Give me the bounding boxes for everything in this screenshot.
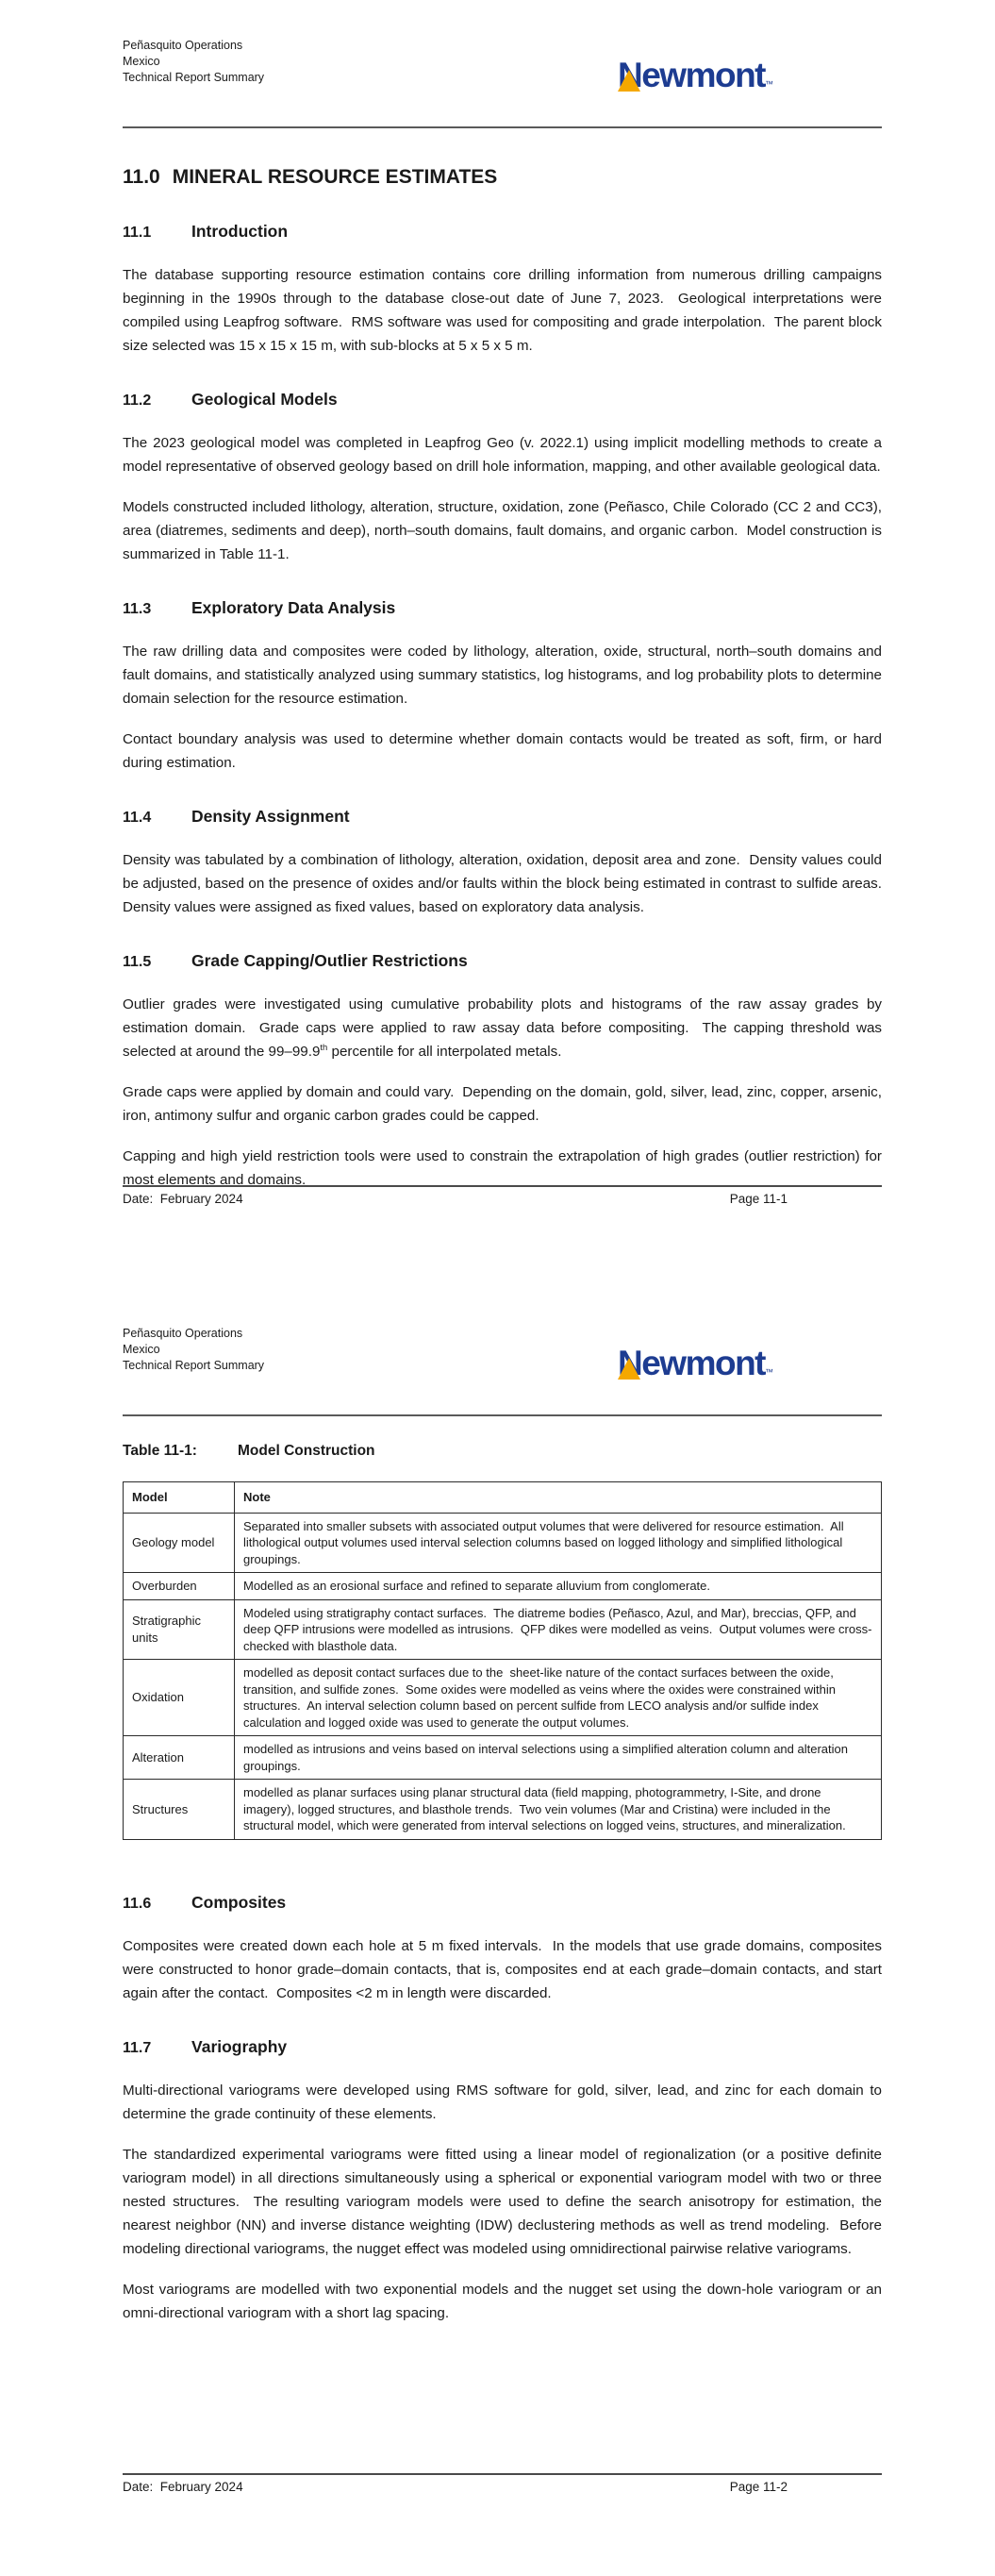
header-divider <box>123 126 882 128</box>
footer-page-number: Page 11-1 <box>729 1192 788 1206</box>
section-number: 11.5 <box>123 954 152 970</box>
cell-model: Stratigraphic units <box>124 1599 235 1660</box>
section-title: Exploratory Data Analysis <box>191 598 396 617</box>
section-title: Variography <box>191 2036 288 2056</box>
chapter-title: MINERAL RESOURCE ESTIMATES <box>172 166 498 188</box>
header-country: Mexico <box>123 1343 160 1356</box>
newmont-logo-text: Newmont <box>618 56 765 94</box>
footer-date: Date: February 2024 <box>123 2480 243 2494</box>
column-header-model: Model <box>124 1482 235 1514</box>
newmont-triangle-icon <box>618 1358 640 1380</box>
cell-model: Alteration <box>124 1736 235 1780</box>
paragraph: The standardized experimental variograms were fitted using a linear model of regionalization (or a positive definite variogram model) in all directions simultaneously using a spherical or exponential variogram model with two or three nested structures. The resulting variogram models were used to define the search anisotropy for estimation, the nearest neighbor (NN) and inverse distance weighting (IDW) declustering methods as well as trend modeling. Before modeling directional variograms, the nugget effect was modeled using omnidirectional pairwise relative variograms. <box>123 2146 887 2257</box>
chapter-number: 11.0 <box>123 166 160 188</box>
section-number: 11.2 <box>123 393 152 409</box>
paragraph: Grade caps were applied by domain and could vary. Depending on the domain, gold, silver, lead, zinc, copper, arsenic, iron, antimony sulfur and organic carbon grades could be capped. <box>123 1084 887 1124</box>
cell-model: Overburden <box>124 1573 235 1600</box>
section-title: Density Assignment <box>191 807 350 826</box>
section-heading-11-2 <box>123 389 882 411</box>
section-number: 11.6 <box>123 1895 152 1912</box>
cell-note: modelled as intrusions and veins based on interval selections using a simplified alteration column and alteration groupings. <box>235 1736 882 1780</box>
header-report-type: Technical Report Summary <box>123 71 265 84</box>
ordinal-superscript: th <box>320 1041 328 1052</box>
paragraph-text: Outlier grades were investigated using cumulative probability plots and histograms of the raw assay grades by estimation domain. Grade caps were applied to raw assay data before compositing. The capping threshold was selected at around the 99–99.9 <box>123 996 887 1060</box>
cell-note: Modelled as an erosional surface and refined to separate alluvium from conglomerate. <box>235 1573 882 1600</box>
paragraph: Composites were created down each hole at 5 m fixed intervals. In the models that use grade domains, composites were constructed to honor grade–domain contacts, that is, composites end at each grade–domain contacts, and start again after the contact. Composites <2 m in length were discarded. <box>123 1937 887 2001</box>
chapter-heading <box>123 165 882 190</box>
table-title: Model Construction <box>238 1443 375 1459</box>
header-operation-name: Peñasquito Operations <box>123 39 243 52</box>
table-label: Table 11-1: <box>123 1443 197 1459</box>
paragraph <box>123 993 887 1063</box>
table-row <box>124 1599 882 1660</box>
section-number: 11.1 <box>123 225 152 241</box>
page-header <box>123 0 882 94</box>
cell-note: modelled as planar surfaces using planar structural data (field mapping, photogrammetry, I-Site, and drone imagery), logged structures, and blasthole trends. Two vein volumes (Mar and Cristina) were included in the structural model, which were generated from interval selections on logged veins, structures, and mineralization. <box>235 1780 882 1840</box>
trademark-symbol: ™ <box>765 79 773 89</box>
newmont-triangle-icon <box>618 70 640 92</box>
paragraph: Multi-directional variograms were developed using RMS software for gold, silver, lead, and zinc for each domain to determine the grade continuity of these elements. <box>123 2082 887 2122</box>
section-heading-11-6 <box>123 1892 882 1915</box>
table-row <box>124 1660 882 1736</box>
section-number: 11.3 <box>123 601 152 617</box>
trademark-symbol: ™ <box>765 1367 773 1377</box>
footer-date: Date: February 2024 <box>123 1192 243 1206</box>
paragraph: The database supporting resource estimation contains core drilling information from numerous drilling campaigns beginning in the 1990s through to the database close-out date of June 7, 2023. Geological interpretations were compiled using Leapfrog software. RMS software was used for compositing and grade interpolation. The parent block size selected was 15 x 15 x 15 m, with sub-blocks at 5 x 5 x 5 m. <box>123 267 887 354</box>
model-construction-table <box>123 1481 882 1840</box>
section-number: 11.7 <box>123 2039 152 2056</box>
cell-note: Separated into smaller subsets with associated output volumes that were delivered for resource estimation. All lithological output volumes used interval selection columns based on logged lithology and simplified lithological groupings. <box>235 1513 882 1573</box>
table-header-row <box>124 1482 882 1514</box>
cell-note: modelled as deposit contact surfaces due to the sheet-like nature of the contact surfaces between the oxide, transition, and sulfide zones. Some oxides were modelled as veins where the oxides were constrained within structures. An interval selection column based on percent sulfide from LECO analysis and/or sulfide index calculation and logged oxide was used to generate the output volumes. <box>235 1660 882 1736</box>
paragraph: The 2023 geological model was completed in Leapfrog Geo (v. 2022.1) using implicit modelling methods to create a model representative of observed geology based on drill hole information, mapping, and other available geological data. <box>123 435 887 475</box>
newmont-logo <box>618 1345 773 1386</box>
page-footer <box>123 1185 882 1206</box>
section-heading-11-4 <box>123 806 882 828</box>
paragraph: The raw drilling data and composites were coded by lithology, alteration, oxide, structural, north–south domains and fault domains, and statistically analyzed using summary statistics, log histograms, and log probability plots to determine domain selection for the resource estimation. <box>123 644 887 707</box>
table-row <box>124 1736 882 1780</box>
paragraph: Capping and high yield restriction tools were used to constrain the extrapolation of high grades (outlier restriction) for most elements and domains. <box>123 1148 887 1188</box>
section-heading-11-1 <box>123 221 882 243</box>
table-row <box>124 1780 882 1840</box>
paragraph-text: percentile for all interpolated metals. <box>327 1044 562 1060</box>
page-header <box>123 1288 882 1382</box>
section-title: Composites <box>191 1892 287 1912</box>
footer-page-number: Page 11-2 <box>729 2480 788 2494</box>
page-footer <box>123 2473 882 2494</box>
paragraph: Models constructed included lithology, alteration, structure, oxidation, zone (Peñasco, Chile Colorado (CC 2 and CC3), area (diatremes, sediments and deep), north–south domains, fault domains, and organic carbon. Model construction is summarized in Table 11-1. <box>123 499 887 562</box>
cell-model: Structures <box>124 1780 235 1840</box>
section-title: Introduction <box>191 222 289 241</box>
header-country: Mexico <box>123 55 160 68</box>
cell-model: Oxidation <box>124 1660 235 1736</box>
paragraph: Contact boundary analysis was used to determine whether domain contacts would be treated as soft, firm, or hard during estimation. <box>123 731 887 771</box>
column-header-note: Note <box>235 1482 882 1514</box>
paragraph: Density was tabulated by a combination of lithology, alteration, oxidation, deposit area and zone. Density values could be adjusted, based on the presence of oxides and/or faults within the block being estimated in contrast to sulfide areas. Density values were assigned as fixed values, based on exploratory data analysis. <box>123 852 890 915</box>
section-heading-11-7 <box>123 2036 882 2059</box>
cell-model: Geology model <box>124 1513 235 1573</box>
section-title: Grade Capping/Outlier Restrictions <box>191 951 468 970</box>
table-row <box>124 1513 882 1573</box>
header-report-type: Technical Report Summary <box>123 1359 265 1372</box>
paragraph: Most variograms are modelled with two exponential models and the nugget set using the down-hole variogram or an omni-directional variogram with a short lag spacing. <box>123 2281 887 2321</box>
page-2 <box>0 1288 995 2576</box>
section-title: Geological Models <box>191 390 338 409</box>
newmont-logo-text: Newmont <box>618 1344 765 1382</box>
cell-note: Modeled using stratigraphy contact surfaces. The diatreme bodies (Peñasco, Azul, and Mar), breccias, QFP, and deep QFP intrusions were modelled as intrusions. QFP dikes were modelled as veins. Output volumes were cross-checked with blasthole data. <box>235 1599 882 1660</box>
table-caption <box>123 1443 882 1460</box>
section-heading-11-3 <box>123 597 882 620</box>
newmont-logo <box>618 57 773 98</box>
section-heading-11-5 <box>123 950 882 973</box>
header-divider <box>123 1414 882 1416</box>
table-row <box>124 1573 882 1600</box>
section-number: 11.4 <box>123 810 152 826</box>
header-operation-name: Peñasquito Operations <box>123 1327 243 1340</box>
